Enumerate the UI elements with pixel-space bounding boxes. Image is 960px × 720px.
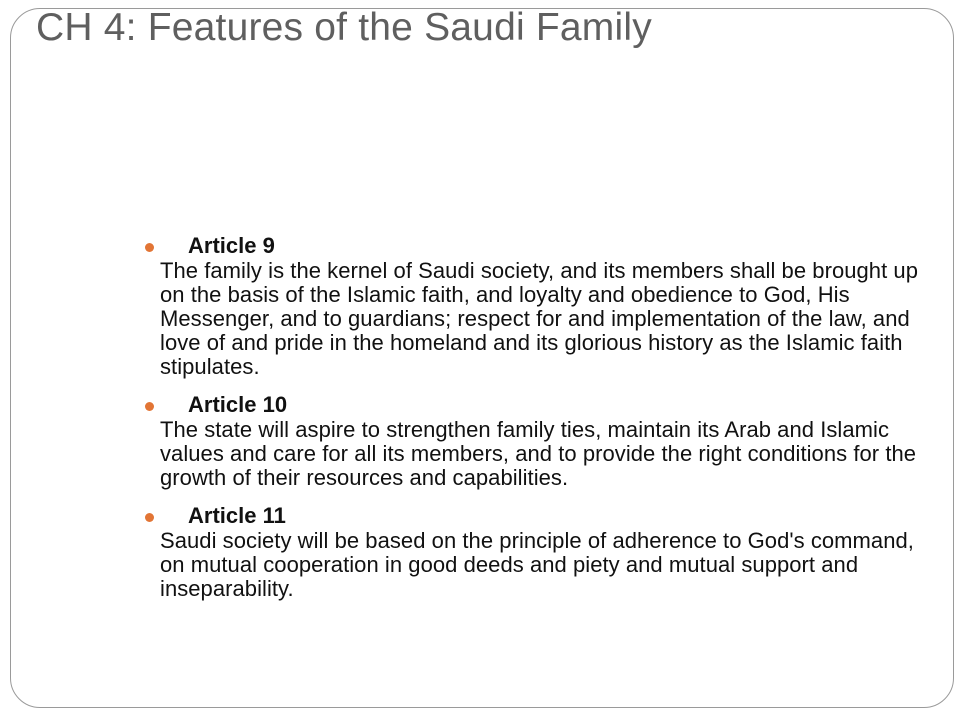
article-9: [160, 233, 920, 379]
article-body: Saudi society will be based on the principle of adherence to God's command, on mutual cooperation in good deeds and piety and mutual support and inseparability.: [160, 528, 914, 601]
bullet-icon: [145, 243, 154, 252]
article-11: [160, 503, 920, 601]
article-body: The state will aspire to strengthen family ties, maintain its Arab and Islamic values and care for all its members, and to provide the right conditions for the growth of their resources and capabilities.: [160, 417, 917, 490]
article-heading: Article 10: [188, 392, 288, 417]
article-body: The family is the kernel of Saudi society, and its members shall be brought up on the basis of the Islamic faith, and loyalty and obedience to God, His Messenger, and to guardians; respect for and implementation of the law, and love of and pride in the homeland and its glorious history as the Islamic faith stipulates.: [160, 258, 918, 379]
bullet-icon: [145, 513, 154, 522]
bullet-icon: [145, 402, 154, 411]
article-10: [160, 392, 920, 490]
article-list: [160, 233, 920, 614]
article-heading: Article 9: [188, 233, 275, 258]
slide-title: CH 4: Features of the Saudi Family: [36, 6, 652, 49]
article-heading: Article 11: [188, 503, 286, 528]
